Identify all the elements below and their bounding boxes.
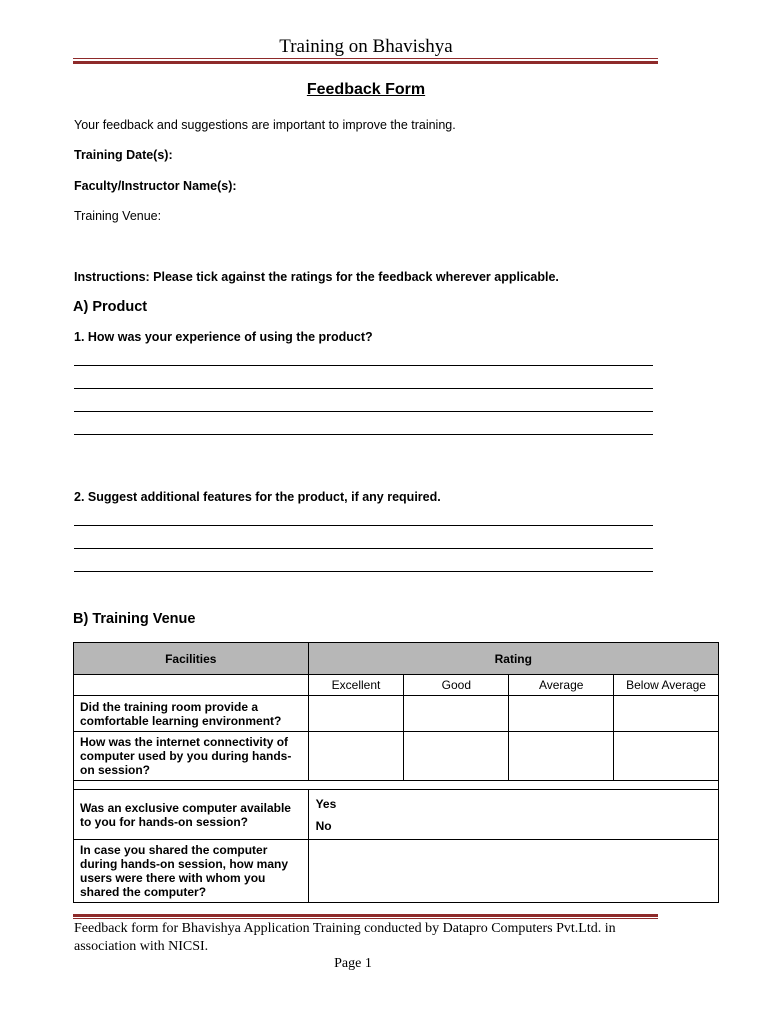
header-rule-top	[73, 58, 658, 59]
tick-cell[interactable]	[404, 696, 509, 732]
tick-cell[interactable]	[308, 732, 404, 781]
rating-average: Average	[509, 675, 614, 696]
tick-cell[interactable]	[614, 696, 719, 732]
footer-rule-top	[73, 914, 658, 917]
form-title: Feedback Form	[306, 81, 426, 98]
training-dates-label: Training Date(s):	[74, 148, 173, 162]
faculty-label: Faculty/Instructor Name(s):	[74, 179, 237, 193]
question-internet: How was the internet connectivity of computer used by you during hands-on session?	[74, 732, 309, 781]
answer-line[interactable]	[74, 571, 653, 572]
tick-cell[interactable]	[509, 732, 614, 781]
footer-rule-bottom	[73, 918, 658, 919]
intro-text: Your feedback and suggestions are important to improve the training.	[74, 118, 456, 132]
header-rule-bottom	[73, 61, 658, 64]
tick-cell[interactable]	[509, 696, 614, 732]
question-shared: In case you shared the computer during hands-on session, how many users were there with whom you shared the computer?	[74, 840, 309, 903]
training-venue-table	[73, 642, 719, 903]
answer-line[interactable]	[74, 388, 653, 389]
section-a-title: A) Product	[73, 299, 148, 315]
tick-cell[interactable]	[308, 696, 404, 732]
footer-text: Feedback form for Bhavishya Application Training conducted by Datapro Computers Pvt.Ltd. in association with NICSI.	[74, 921, 616, 954]
page-number: Page 1	[334, 956, 372, 971]
rating-header: Rating	[308, 643, 718, 675]
rating-excellent: Excellent	[308, 675, 404, 696]
answer-line[interactable]	[74, 411, 653, 412]
answer-cell[interactable]	[308, 840, 718, 903]
question-exclusive: Was an exclusive computer available to you for hands-on session?	[74, 790, 309, 840]
answer-line[interactable]	[74, 434, 653, 435]
question-2: 2. Suggest additional features for the product, if any required.	[74, 490, 441, 504]
instructions-text: Instructions: Please tick against the ratings for the feedback wherever applicable.	[74, 270, 559, 284]
facilities-header: Facilities	[74, 643, 309, 675]
rating-below-average: Below Average	[614, 675, 719, 696]
question-room: Did the training room provide a comfortable learning environment?	[74, 696, 309, 732]
section-b-title: B) Training Venue	[73, 611, 196, 627]
empty-cell	[74, 675, 309, 696]
answer-line[interactable]	[74, 548, 653, 549]
question-1: 1. How was your experience of using the product?	[74, 330, 373, 344]
venue-label: Training Venue:	[74, 209, 162, 223]
header-title: Training on Bhavishya	[279, 36, 453, 57]
answer-line[interactable]	[74, 525, 653, 526]
option-yes[interactable]: Yes	[315, 796, 337, 811]
rating-good: Good	[404, 675, 509, 696]
tick-cell[interactable]	[614, 732, 719, 781]
answer-line[interactable]	[74, 365, 653, 366]
table-gap	[74, 781, 719, 790]
option-no[interactable]: No	[315, 818, 332, 833]
tick-cell[interactable]	[404, 732, 509, 781]
